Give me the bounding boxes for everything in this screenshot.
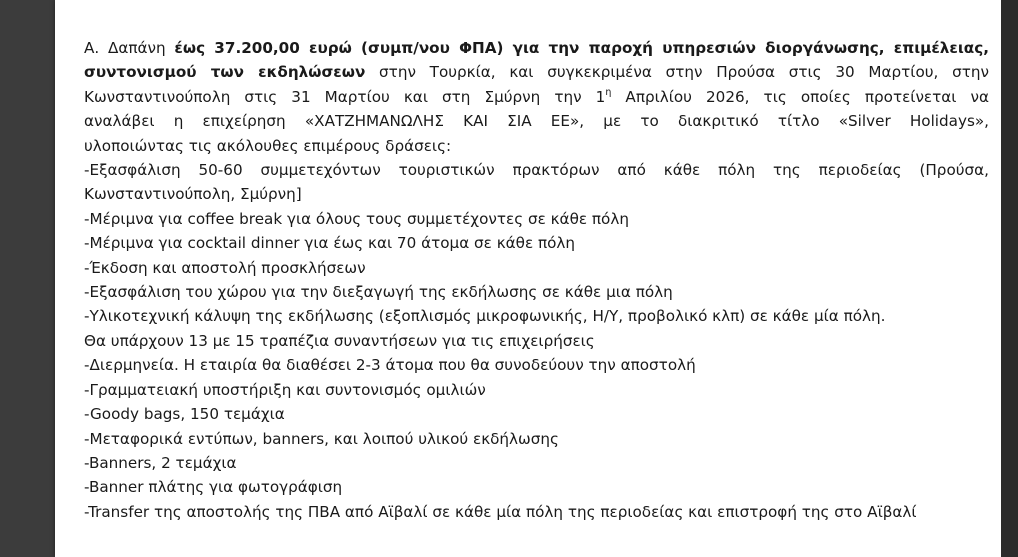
intro-text-locations: στην Τουρκία, και συγκεκριμένα στην Προύσα στις 30 Μαρτίου, στην xyxy=(365,63,989,82)
intro-prefix: Α. Δαπάνη xyxy=(84,39,175,57)
list-item: -Υλικοτεχνική κάλυψη της εκδήλωσης (εξοπλισμός μικροφωνικής, Η/Υ, προβολικό κλπ) σε κάθε μία πόλη. xyxy=(84,307,886,326)
list-item: -Μεταφορικά εντύπων, banners, και λοιπού υλικού εκδήλωσης xyxy=(84,429,559,448)
intro-superscript: η xyxy=(605,86,612,98)
list-item: -Banners, 2 τεμάχια xyxy=(84,453,237,472)
intro-text-dates-b: Απριλίου 2026, τις οποίες προτείνεται να xyxy=(611,87,989,106)
list-item: -Transfer της αποστολής της ΠΒΑ από Αϊβαλί σε κάθε μία πόλη της περιοδείας και επιστροφή της στο Αϊβαλί xyxy=(84,502,917,521)
intro-line-4 xyxy=(84,109,989,133)
list-item: -Μέριμνα για coffee break για όλους τους συμμετέχοντες σε κάθε πόλη xyxy=(84,209,629,228)
list-item: Θα υπάρχουν 13 με 15 τραπέζια συναντήσεων για τις επιχειρήσεις xyxy=(84,331,595,350)
intro-text-dates-a: Κωνσταντινούπολη στις 31 Μαρτίου και στη Σμύρνη την 1 xyxy=(84,87,606,106)
list-item: -Έκδοση και αποστολή προσκλήσεων xyxy=(84,258,366,277)
intro-line-5 xyxy=(84,134,989,158)
list-item: -Διερμηνεία. Η εταιρία θα διαθέσει 2-3 άτομα που θα συνοδεύουν την αποστολή xyxy=(84,356,696,375)
intro-line-1 xyxy=(84,36,989,60)
intro-bold-amount: έως 37.200,00 ευρώ (συμπ/νου ΦΠΑ) για την παροχή υπηρεσιών διοργάνωσης, επιμέλειας, xyxy=(174,39,989,57)
document-body xyxy=(84,36,989,524)
list-item: -Γραμματειακή υποστήριξη και συντονισμός ομιλιών xyxy=(84,380,486,399)
intro-text-actions: υλοποιώντας τις ακόλουθες επιμέρους δράσεις: xyxy=(84,136,452,155)
list-item: -Banner πλάτης για φωτογράφιση xyxy=(84,478,343,497)
intro-bold-coordination: συντονισμού των εκδηλώσεων xyxy=(84,63,366,82)
list-item: -Goody bags, 150 τεμάχια xyxy=(84,405,285,424)
intro-text-company: αναλάβει η επιχείρηση «ΧΑΤΖΗΜΑΝΩΛΗΣ ΚΑΙ ΣΙΑ ΕΕ», με το διακριτικό τίτλο «Silver Holidays», xyxy=(84,112,989,131)
intro-line-2 xyxy=(84,60,989,84)
list-item: -Εξασφάλιση 50-60 συμμετεχόντων τουριστικών πρακτόρων από κάθε πόλη της περιοδείας (Προύσα, Κωνσταντινούπολη, Σμύρνη] xyxy=(84,161,989,204)
document-page xyxy=(55,0,1001,557)
intro-line-3 xyxy=(84,85,989,109)
viewer-right-edge xyxy=(1001,0,1018,557)
list-item: -Μέριμνα για cocktail dinner για έως και 70 άτομα σε κάθε πόλη xyxy=(84,234,576,253)
list-item: -Εξασφάλιση του χώρου για την διεξαγωγή της εκδήλωσης σε κάθε μια πόλη xyxy=(84,283,673,302)
